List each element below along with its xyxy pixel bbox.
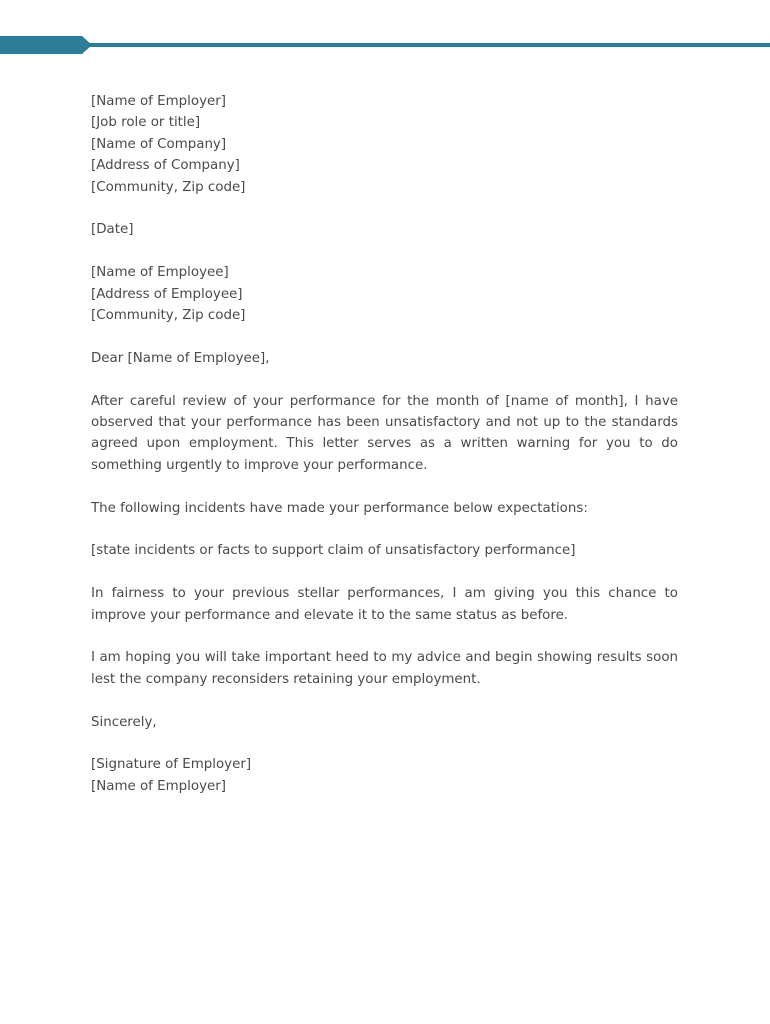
- recipient-community-zip: [Community, Zip code]: [91, 308, 246, 324]
- sender-name: [Name of Employer]: [91, 94, 226, 109]
- signature-of-employer: [Signature of Employer]: [91, 757, 252, 773]
- body-paragraph-incidents-placeholder: [state incidents or facts to support claim of unsatisfactory performance]: [91, 543, 576, 559]
- body-paragraph-warning: I am hoping you will take important heed to my advice and begin showing results soon lest the company reconsiders retaining your employment.: [91, 650, 678, 687]
- salutation: Dear [Name of Employee],: [91, 350, 270, 366]
- recipient-block: [91, 262, 678, 326]
- sender-community-zip: [Community, Zip code]: [91, 179, 246, 195]
- recipient-name: [Name of Employee]: [91, 265, 229, 281]
- body-paragraph-fairness: In fairness to your previous stellar performances, I am giving you this chance to improve your performance and elevate it to the same status as before.: [91, 586, 678, 623]
- date-block: [91, 219, 678, 240]
- header-accent-band: [0, 0, 770, 60]
- sender-job-role: [Job role or title]: [91, 115, 201, 131]
- header-accent-rule: [88, 43, 770, 47]
- recipient-address: [Address of Employee]: [91, 286, 243, 302]
- letter-body: [91, 91, 678, 819]
- signature-name-of-employer: [Name of Employer]: [91, 778, 226, 794]
- sender-company: [Name of Company]: [91, 136, 227, 152]
- sender-block: [91, 91, 678, 198]
- signature-block: [91, 754, 678, 797]
- header-accent-tab: [0, 36, 92, 54]
- sender-company-address: [Address of Company]: [91, 158, 240, 174]
- closing: Sincerely,: [91, 714, 157, 730]
- body-paragraph-incidents-intro: The following incidents have made your performance below expectations:: [91, 500, 588, 516]
- body-paragraph-review: After careful review of your performance for the month of [name of month], I have observed that your performance has been unsatisfactory and not up to the standards agreed upon employment. This letter serves as a written warning for you to do something urgently to improve your performance.: [91, 393, 678, 473]
- letter-date: [Date]: [91, 222, 134, 238]
